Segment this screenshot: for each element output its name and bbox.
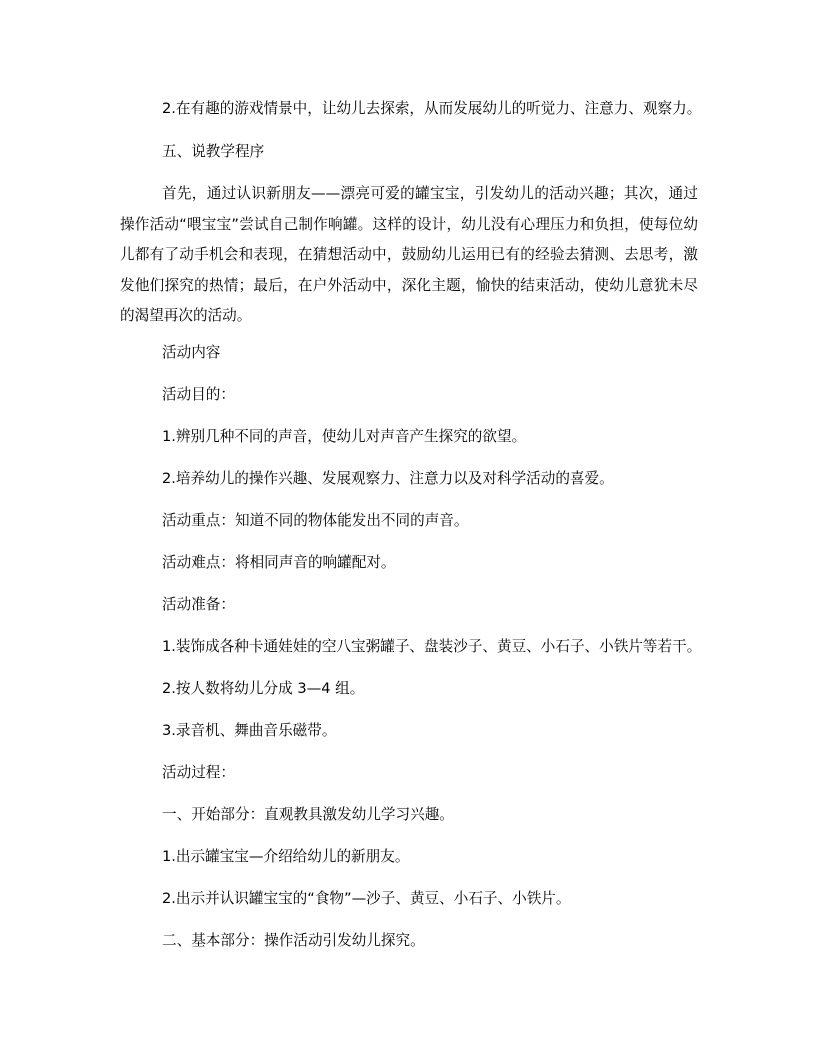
- heading-activity-preparation: 活动准备：: [162, 596, 235, 613]
- section-heading: 五、说教学程序: [162, 143, 265, 160]
- section-heading: 二、基本部分：操作活动引发幼儿探究。: [162, 932, 425, 949]
- heading-activity-content: 活动内容: [162, 344, 221, 361]
- list-item: 2.出示并认识罐宝宝的“食物”—沙子、黄豆、小石子、小铁片。: [162, 890, 571, 907]
- list-item: 1.装饰成各种卡通娃娃的空八宝粥罐子、盘装沙子、黄豆、小石子、小铁片等若干。: [162, 638, 702, 655]
- heading-activity-process: 活动过程：: [162, 764, 235, 781]
- paragraph-teaching-procedure: 首先，通过认识新朋友——漂亮可爱的罐宝宝，引发幼儿的活动兴趣；其次，通过操作活动“喂宝宝”尝试自己制作响罐。这样的设计，幼儿没有心理压力和负担，使每位幼儿都有了动手机会和表现，在猜想活动中，鼓励幼儿运用已有的经验去猜测、去思考，激发他们探究的热情；最后，在户外活动中，深化主题，愉快的结束活动，使幼儿意犹未尽的渴望再次的活动。: [120, 185, 698, 325]
- list-item: 1.辨别几种不同的声音，使幼儿对声音产生探究的欲望。: [162, 428, 527, 445]
- list-item: 1.出示罐宝宝—介绍给幼儿的新朋友。: [162, 848, 410, 865]
- text-line: 活动重点：知道不同的物体能发出不同的声音。: [162, 512, 469, 529]
- list-item: 3.录音机、舞曲音乐磁带。: [162, 722, 337, 739]
- list-item: 2.按人数将幼儿分成 3—4 组。: [162, 680, 365, 697]
- heading-activity-goal: 活动目的：: [162, 386, 235, 403]
- section-heading: 一、开始部分：直观教具激发幼儿学习兴趣。: [162, 806, 454, 823]
- text-line: 活动难点：将相同声音的响罐配对。: [162, 554, 396, 571]
- list-item: 2.培养幼儿的操作兴趣、发展观察力、注意力以及对科学活动的喜爱。: [162, 470, 614, 487]
- text-line: 2.在有趣的游戏情景中，让幼儿去探索，从而发展幼儿的听觉力、注意力、观察力。: [162, 100, 702, 117]
